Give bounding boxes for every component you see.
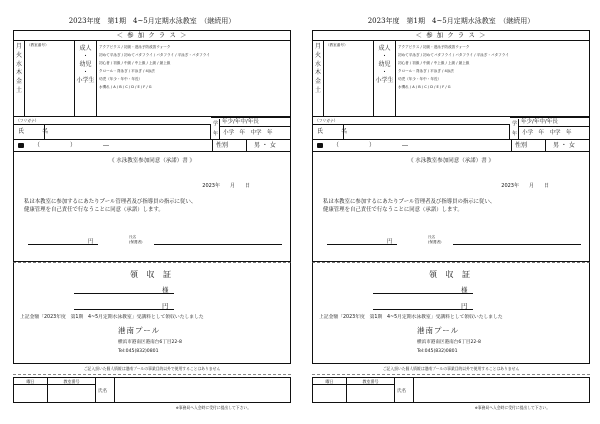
receipt-section: [312, 262, 590, 364]
pool-address: 横浜市港南区港南台6丁目22-8: [417, 340, 481, 345]
day-wed: 水: [15, 60, 22, 68]
day-fri: 金: [15, 78, 22, 86]
day-wed: 水: [314, 60, 321, 68]
grade-field[interactable]: [211, 117, 291, 140]
stub-name-label: 氏名: [98, 389, 107, 394]
category-infant: 幼児: [378, 61, 391, 68]
day-sat: 土: [15, 86, 22, 94]
stub-day-header: 曜日: [14, 378, 48, 385]
divider: [394, 385, 395, 402]
receipt-text: 上記金額「2023年度 第1期 4~5月定期水泳教室」受講料として領収いたしました: [319, 315, 503, 320]
amount-unit: 円: [162, 302, 169, 310]
furigana-label: （フリガナ）: [13, 117, 211, 124]
consent-line: 私は本教室に参加するにあたりプール管理者及び指導員の指示に従い、: [323, 199, 496, 205]
grade-preschool: 年少/年中/年長: [519, 118, 589, 127]
form-sheet-left: [13, 14, 291, 412]
form-title: 2023年度 第1期 4~5月定期水泳教室 （継続用）: [367, 17, 535, 25]
form-sheet-right: [312, 14, 590, 412]
name-field[interactable]: [312, 124, 510, 140]
guardian-signature-field[interactable]: [154, 244, 282, 245]
pool-phone: Tel:045(832)0801: [417, 349, 458, 354]
category-dot: ・: [82, 53, 89, 60]
divider: [95, 385, 96, 402]
recipient-field[interactable]: [74, 293, 174, 294]
day-sat: 土: [314, 86, 321, 94]
stub-day-header: 曜日: [313, 378, 347, 385]
furigana-label: （フリガナ）: [312, 117, 510, 124]
footer-note: ※事務局へ入会時に受付に提出して下さい。: [474, 405, 550, 410]
consent-title: 《 水泳教室参加同意（承諾）書 》: [408, 158, 494, 164]
class-number-label: （教室番号）: [326, 43, 348, 47]
course-line: 水慣れ / A / B / C / D / E / F / G: [99, 85, 152, 89]
divider: [246, 140, 247, 151]
guardian-label: [428, 235, 442, 245]
consent-section: [312, 152, 590, 262]
phone-icon: [18, 143, 24, 148]
category-infant: 幼児: [79, 61, 92, 68]
stub-section: [13, 377, 291, 403]
footer-note: ※事務局へ入会時に受付に提出して下さい。: [175, 405, 251, 410]
amount-field[interactable]: [74, 309, 174, 310]
category-dot: ・: [381, 69, 388, 76]
grade-label: 学年: [212, 119, 220, 140]
day-thu: 木: [15, 69, 22, 77]
class-number-label: （教室番号）: [27, 43, 49, 47]
course-line: クロール・背泳ぎ / 平泳ぎ / 4泳法: [99, 69, 155, 73]
day-tue: 火: [15, 51, 22, 59]
divider: [511, 140, 512, 151]
course-line: アクアビクス / 初級・遊泳予防改善ウォーク: [398, 45, 470, 49]
stub-class-header: 教室番号: [347, 378, 395, 385]
class-number-field[interactable]: [324, 41, 374, 117]
pool-name: 港南プール: [118, 326, 161, 335]
guardian-role-label: (保護者): [129, 240, 143, 244]
receipt-title: 領 収 証: [129, 270, 175, 279]
class-header: ＜ 参 加 ク ラ ス ＞: [13, 30, 291, 41]
fee-unit: 円: [88, 239, 94, 245]
amount-field[interactable]: [373, 309, 473, 310]
days-column[interactable]: [13, 41, 25, 117]
recipient-honorific: 様: [162, 286, 169, 294]
category-column[interactable]: [75, 41, 97, 117]
course-list[interactable]: [97, 41, 291, 117]
course-line: 初心者 / 初級 / 中級 / 中上級 / 上級 / 最上級: [398, 61, 470, 65]
divider: [346, 385, 347, 402]
category-dot: ・: [82, 69, 89, 76]
category-column[interactable]: [374, 41, 396, 117]
course-line: クロール・背泳ぎ / 平泳ぎ / 4泳法: [398, 69, 454, 73]
course-line: 水慣れ / A / B / C / D / E / F / G: [398, 85, 451, 89]
course-line: 初めて平泳ぎ / 初めてバタフライ / バタフライ / 平泳ぎ・バタフライ: [398, 53, 509, 57]
cut-line: [13, 374, 291, 375]
consent-section: [13, 152, 291, 262]
phone-row[interactable]: [312, 140, 590, 152]
name-field[interactable]: [13, 124, 211, 140]
course-line: 幼児（年少・年中・年長）: [398, 77, 442, 81]
stub-section: [312, 377, 590, 403]
course-line: アクアビクス / 初級・遊泳予防改善ウォーク: [99, 45, 171, 49]
fee-unit: 円: [387, 239, 393, 245]
consent-title: 《 水泳教室参加同意（承諾）書 》: [109, 158, 195, 164]
grade-preschool: 年少/年中/年長: [220, 118, 290, 127]
course-line: 初心者 / 初級 / 中級 / 中上級 / 上級 / 最上級: [99, 61, 171, 65]
course-list[interactable]: [396, 41, 590, 117]
category-elementary: 小学生: [76, 77, 95, 84]
phone-icon: [317, 143, 323, 148]
consent-line: 健康管理を自己責任で行なうことに同意（承諾）します。: [323, 207, 463, 213]
privacy-notice: ご記入頂いた個人情報は港南プールの事業目的以外で使用することはありません: [382, 366, 520, 371]
grade-school: 小学 年 中学 年: [522, 130, 572, 136]
stub-name-label: 氏名: [397, 389, 406, 394]
recipient-field[interactable]: [373, 293, 473, 294]
pool-phone: Tel:045(832)0801: [118, 349, 159, 354]
class-number-field[interactable]: [25, 41, 75, 117]
sex-options[interactable]: 男 ・ 女: [254, 142, 276, 149]
grade-school: 小学 年 中学 年: [223, 130, 273, 136]
consent-text: [24, 198, 284, 214]
category-adult: 成人: [378, 45, 391, 52]
day-thu: 木: [314, 69, 321, 77]
guardian-name-label: 氏名: [129, 235, 137, 239]
divider: [545, 140, 546, 151]
name-label: 氏 名: [317, 128, 354, 135]
pool-name: 港南プール: [417, 326, 460, 335]
receipt-title: 領 収 証: [428, 270, 474, 279]
grade-label: 学年: [511, 119, 519, 140]
pool-address: 横浜市港南区港南台6丁目22-8: [118, 340, 182, 345]
guardian-role-label: (保護者): [428, 240, 442, 244]
consent-line: 健康管理を自己責任で行なうことに同意（承諾）します。: [24, 207, 164, 213]
divider: [47, 385, 48, 402]
divider: [44, 125, 45, 139]
name-label: 氏 名: [18, 128, 55, 135]
guardian-label: [129, 235, 143, 245]
day-tue: 火: [314, 51, 321, 59]
day-mon: 月: [314, 43, 321, 50]
cut-line: [312, 374, 590, 375]
recipient-honorific: 様: [461, 286, 468, 294]
phone-field[interactable]: （ ） ―: [34, 142, 116, 149]
divider: [114, 378, 115, 402]
divider: [212, 140, 213, 151]
divider: [413, 378, 414, 402]
course-line: 幼児（年少・年中・年長）: [99, 77, 143, 81]
guardian-signature-field[interactable]: [453, 244, 581, 245]
sex-label: 性別: [515, 142, 528, 149]
day-fri: 金: [314, 78, 321, 86]
receipt-section: [13, 262, 291, 364]
category-elementary: 小学生: [375, 77, 394, 84]
sex-options[interactable]: 男 ・ 女: [553, 142, 575, 149]
consent-date[interactable]: 2023年 月 日: [501, 183, 549, 189]
form-title: 2023年度 第1期 4~5月定期水泳教室 （継続用）: [68, 17, 236, 25]
sex-label: 性別: [216, 142, 229, 149]
divider: [343, 125, 344, 139]
receipt-text: 上記金額「2023年度 第1期 4~5月定期水泳教室」受講料として領収いたしました: [20, 315, 204, 320]
stub-class-header: 教室番号: [48, 378, 96, 385]
class-header: ＜ 参 加 ク ラ ス ＞: [312, 30, 590, 41]
consent-text: [323, 198, 583, 214]
category-adult: 成人: [79, 45, 92, 52]
consent-date[interactable]: 2023年 月 日: [202, 183, 250, 189]
days-column[interactable]: [312, 41, 324, 117]
guardian-name-label: 氏名: [428, 235, 436, 239]
course-line: 初めて平泳ぎ / 初めてバタフライ / バタフライ / 平泳ぎ・バタフライ: [99, 53, 210, 57]
grade-field[interactable]: [510, 117, 590, 140]
day-mon: 月: [15, 43, 22, 50]
privacy-notice: ご記入頂いた個人情報は港南プールの事業目的以外で使用することはありません: [83, 366, 221, 371]
phone-row[interactable]: [13, 140, 291, 152]
phone-field[interactable]: （ ） ―: [333, 142, 415, 149]
category-dot: ・: [381, 53, 388, 60]
amount-unit: 円: [461, 302, 468, 310]
consent-line: 私は本教室に参加するにあたりプール管理者及び指導員の指示に従い、: [24, 199, 197, 205]
